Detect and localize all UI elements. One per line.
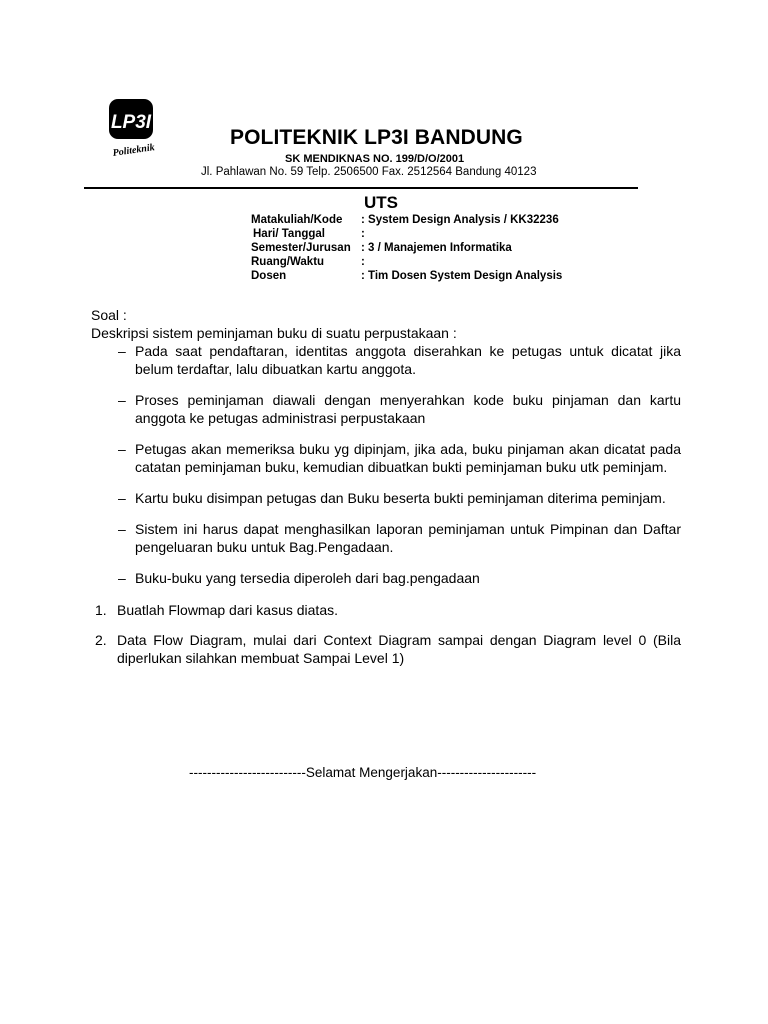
task-number: 1. <box>95 602 107 618</box>
list-item-text: Petugas akan memeriksa buku yg dipinjam, jika ada, buku pinjaman akan dicatat pada catatan peminjaman buku, kemudian dibuatkan bukti peminjaman buku utk peminjam. <box>135 441 681 475</box>
logo-subtext: Politeknik <box>111 142 156 159</box>
meta-value: : <box>361 228 365 240</box>
bullet-dash: – <box>118 490 126 506</box>
list-item-text: Proses peminjaman diawali dengan menyerahkan kode buku pinjaman dan kartu anggota ke petugas administrasi perpustakaan <box>135 392 681 426</box>
logo-text: LP3I <box>110 112 152 133</box>
list-item <box>91 440 681 476</box>
meta-key: Ruang/Waktu <box>251 256 325 268</box>
header-divider <box>84 187 638 189</box>
institution-name: POLITEKNIK LP3I BANDUNG <box>230 126 523 149</box>
bullet-dash: – <box>118 343 126 359</box>
list-item <box>91 342 681 378</box>
list-item <box>91 569 681 587</box>
case-intro: Deskripsi sistem peminjaman buku di suatu perpustakaan : <box>91 325 457 341</box>
meta-value: : Tim Dosen System Design Analysis <box>361 270 563 282</box>
institution-address: Jl. Pahlawan No. 59 Telp. 2506500 Fax. 2512564 Bandung 40123 <box>201 166 537 178</box>
closing-line: --------------------------Selamat Mengerjakan---------------------- <box>189 765 537 780</box>
list-item-text: Buku-buku yang tersedia diperoleh dari bag.pengadaan <box>135 570 480 586</box>
bullet-dash: – <box>118 441 126 457</box>
decree-number: SK MENDIKNAS NO. 199/D/O/2001 <box>285 153 465 165</box>
soal-label: Soal : <box>91 307 127 323</box>
meta-value: : 3 / Manajemen Informatika <box>361 242 512 254</box>
bullet-dash: – <box>118 392 126 408</box>
task-list <box>91 601 681 667</box>
task-text: Buatlah Flowmap dari kasus diatas. <box>117 602 338 618</box>
list-item-text: Sistem ini harus dapat menghasilkan laporan peminjaman untuk Pimpinan dan Daftar pengeluaran buku untuk Bag.Pengadaan. <box>135 521 681 555</box>
task-text: Data Flow Diagram, mulai dari Context Diagram sampai dengan Diagram level 0 (Bila diperlukan silahkan membuat Sampai Level 1) <box>117 632 681 666</box>
meta-key: Matakuliah/Kode <box>251 214 343 226</box>
list-item <box>91 520 681 556</box>
list-item-text: Pada saat pendaftaran, identitas anggota diserahkan ke petugas untuk dicatat jika belum terdaftar, lalu dibuatkan kartu anggota. <box>135 343 681 377</box>
exam-title: UTS <box>364 193 398 212</box>
task-item <box>91 631 681 667</box>
list-item <box>91 391 681 427</box>
task-item <box>91 601 681 619</box>
list-item <box>91 489 681 507</box>
meta-value: : <box>361 256 365 268</box>
meta-value: : System Design Analysis / KK32236 <box>361 214 559 226</box>
bullet-dash: – <box>118 570 126 586</box>
lp3i-logo <box>104 97 168 159</box>
meta-key: Dosen <box>251 270 287 282</box>
meta-key: Hari/ Tanggal <box>253 228 325 240</box>
task-number: 2. <box>95 632 107 648</box>
list-item-text: Kartu buku disimpan petugas dan Buku beserta bukti peminjaman diterima peminjam. <box>135 490 666 506</box>
meta-key: Semester/Jurusan <box>251 242 351 254</box>
exam-body <box>91 306 681 679</box>
bullet-dash: – <box>118 521 126 537</box>
case-description-list <box>91 342 681 587</box>
